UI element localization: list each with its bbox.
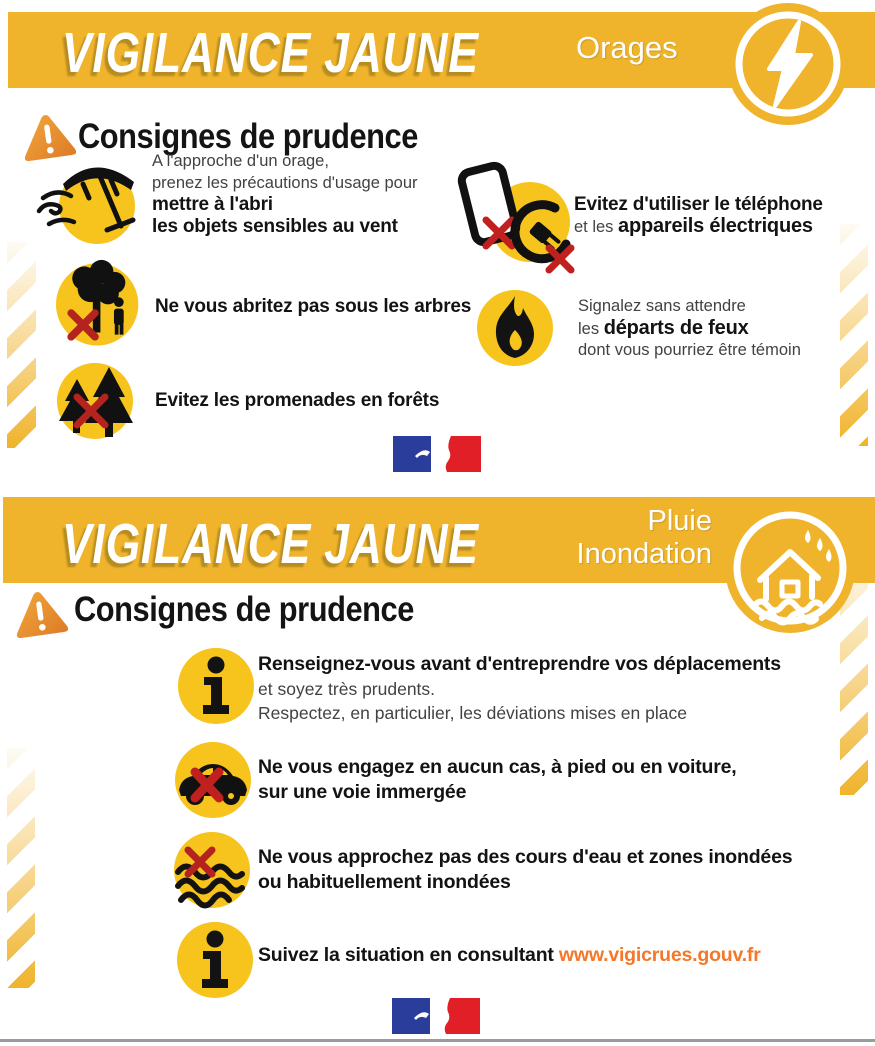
bottom-rule xyxy=(0,1039,875,1042)
banner-category-orages: Orages xyxy=(576,30,678,65)
flood-house-icon xyxy=(722,500,858,636)
hazard-stripes-left xyxy=(7,748,35,988)
report-fires-text: Signalez sans attendre les départs de feux dont vous pourriez être témoin xyxy=(578,297,801,359)
info-icon xyxy=(174,644,258,728)
follow-situation-text: Suivez la situation en consultant www.vigicrues.gouv.fr xyxy=(258,944,761,966)
hazard-stripes-left xyxy=(7,242,36,448)
no-shelter-under-trees-icon xyxy=(43,248,147,352)
vigicrues-link[interactable]: www.vigicrues.gouv.fr xyxy=(558,944,761,966)
heading-consignes: Consignes de prudence xyxy=(74,590,414,629)
no-flood-zone-icon xyxy=(166,824,258,916)
banner-title: VIGILANCE JAUNE xyxy=(62,21,479,85)
no-phone-text: Evitez d'utiliser le téléphone et les appareils électriques xyxy=(574,194,823,237)
check-before-travel-text: Renseignez-vous avant d'entreprendre vos déplacements et soyez très prudents. Respectez, en particulier, les déviations mises en place xyxy=(258,653,781,723)
lightning-icon xyxy=(726,2,850,126)
heading-consignes: Consignes de prudence xyxy=(78,117,418,156)
no-flooded-road-text: Ne vous engagez en aucun cas, à pied ou en voiture, sur une voie immergée xyxy=(258,756,737,803)
warning-triangle-icon xyxy=(12,589,68,639)
no-forest-walk-icon xyxy=(49,355,141,447)
banner-title: VIGILANCE JAUNE xyxy=(62,512,479,576)
no-trees-text: Ne vous abritez pas sous les arbres xyxy=(155,296,472,317)
no-forest-text: Evitez les promenades en forêts xyxy=(155,390,440,411)
wind-umbrella-icon xyxy=(33,140,151,258)
no-driving-flooded-road-icon xyxy=(167,734,259,826)
no-phone-icon xyxy=(452,160,582,282)
french-government-logo xyxy=(392,998,480,1035)
no-flood-zone-text: Ne vous approchez pas des cours d'eau et zones inondées ou habituellement inondées xyxy=(258,846,793,893)
fire-icon xyxy=(471,284,559,372)
banner-category-pluie: Pluie Inondation xyxy=(576,505,712,571)
info-icon xyxy=(173,918,257,1002)
hazard-stripes-right xyxy=(840,224,868,446)
storm-preparation-text: A l'approche d'un orage, prenez les précautions d'usage pour mettre à l'abri les objets sensibles au vent xyxy=(152,152,418,237)
french-government-logo xyxy=(393,436,481,473)
